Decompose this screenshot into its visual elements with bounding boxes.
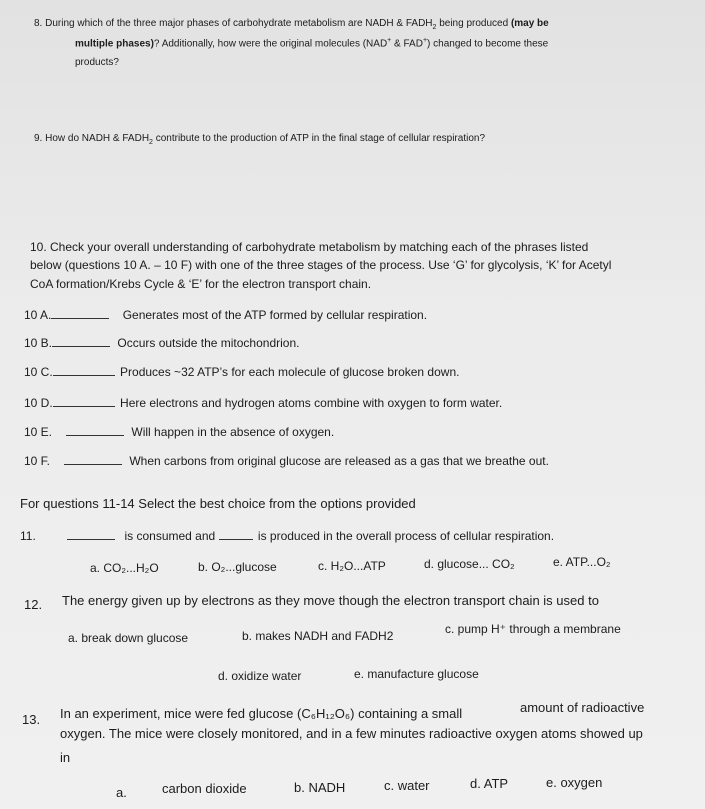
q11-number: 11. (20, 529, 36, 543)
q10f-answer-blank[interactable] (64, 452, 122, 465)
q11-row (20, 527, 554, 543)
q10f-row (24, 452, 549, 468)
q8-line2 (75, 37, 548, 49)
q11-option-a[interactable]: a. CO₂...H₂O (90, 561, 159, 575)
q12-option-a[interactable]: a. break down glucose (68, 631, 189, 645)
q10-instructions-line3: CoA formation/Krebs Cycle & ‘E’ for the electron transport chain. (30, 277, 372, 291)
q8-bold-b: multiple phases) (75, 38, 154, 50)
q10f-text: When carbons from original glucose are released as a gas that we breathe out. (129, 454, 549, 468)
q10e-answer-blank[interactable] (66, 423, 124, 436)
q11-14-intro: For questions 11-14 Select the best choice from the options provided (20, 496, 416, 511)
q10b-row (24, 334, 299, 350)
q10b-label: 10 B. (24, 336, 53, 350)
q13-number: 13. (22, 712, 41, 727)
q11-option-d[interactable]: d. glucose... CO₂ (424, 557, 515, 571)
q10e-label: 10 E. (24, 425, 53, 439)
q11-text-a: is consumed and (124, 529, 216, 543)
q13-line1b: amount of radioactive (520, 700, 645, 715)
q9-subscript: 2 (149, 139, 153, 146)
q10d-label: 10 D. (24, 396, 53, 410)
q12-option-b[interactable]: b. makes NADH and FADH2 (242, 629, 394, 643)
q10c-label: 10 C. (24, 365, 53, 379)
q13-line3: in (60, 750, 71, 765)
q10f-label: 10 F. (24, 454, 51, 468)
q10d-row (24, 394, 502, 410)
q12-text: The energy given up by electrons as they move though the electron transport chain is used to (62, 593, 599, 608)
q13-line1a: In an experiment, mice were fed glucose (C₆H₁₂O₆) containing a small (60, 706, 463, 721)
q11-option-c[interactable]: c. H₂O...ATP (318, 559, 386, 573)
q12-number: 12. (24, 597, 43, 612)
q13-option-c[interactable]: c. water (384, 778, 430, 793)
q11-text-b: is produced in the overall process of cellular respiration. (257, 529, 555, 543)
q13-option-b[interactable]: b. NADH (294, 780, 346, 795)
q11-answer-blank-2[interactable] (219, 527, 253, 540)
q12-option-d[interactable]: d. oxidize water (218, 669, 302, 683)
q13-option-e[interactable]: e. oxygen (546, 775, 603, 790)
q10b-answer-blank[interactable] (52, 334, 110, 347)
q13-option-a-letter[interactable]: a. (116, 785, 127, 800)
q12-option-e[interactable]: e. manufacture glucose (354, 667, 479, 681)
q13-option-a[interactable]: carbon dioxide (162, 781, 247, 796)
q12-option-c[interactable]: c. pump H⁺ through a membrane (445, 622, 621, 636)
q10a-row (24, 306, 427, 322)
q11-option-b[interactable]: b. O₂...glucose (198, 560, 277, 574)
q8-bold-a: (may be (510, 18, 549, 29)
q10b-text: Occurs outside the mitochondrion. (117, 336, 300, 350)
q8-text-a: 8. During which of the three major phases of carbohydrate metabolism are NADH & FADH (34, 18, 433, 29)
q8-text-b: being produced (436, 18, 511, 29)
q11-option-e[interactable]: e. ATP...O₂ (553, 555, 611, 569)
q8-subscript: 2 (432, 24, 437, 31)
q10e-text: Will happen in the absence of oxygen. (131, 425, 335, 439)
q8-text-c: ? Additionally, how were the original molecules (NAD (153, 38, 388, 50)
q10-instructions-line2: below (questions 10 A. – 10 F) with one of the three stages of the process. Use ‘G’ for glycolysis, ‘K’ for Acetyl (30, 258, 612, 272)
q10e-row (24, 423, 334, 439)
q8-sup-2: + (422, 37, 428, 44)
q8-sup-1: + (387, 37, 392, 44)
q10-instructions-line1: 10. Check your overall understanding of carbohydrate metabolism by matching each of the phrases listed (30, 240, 589, 254)
q13-option-d[interactable]: d. ATP (470, 776, 509, 791)
q8-text-e: ) changed to become these (427, 38, 549, 50)
q8-text-d: & FAD (391, 38, 423, 50)
q9-text-a: 9. How do NADH & FADH (34, 133, 150, 144)
q8-line3: products? (75, 57, 119, 68)
q10c-answer-blank[interactable] (53, 363, 115, 376)
q13-line2: oxygen. The mice were closely monitored, and in a few minutes radioactive oxygen atoms showed up (60, 726, 643, 741)
q10c-text: Produces ~32 ATP’s for each molecule of glucose broken down. (120, 365, 460, 379)
q10a-text: Generates most of the ATP formed by cellular respiration. (122, 308, 428, 322)
q11-answer-blank-1[interactable] (67, 527, 115, 540)
q10d-answer-blank[interactable] (53, 394, 115, 407)
q10c-row (24, 363, 459, 379)
q9-text-b: contribute to the production of ATP in the final stage of cellular respiration? (152, 133, 486, 144)
q10a-answer-blank[interactable] (51, 306, 109, 319)
q9-text (34, 133, 485, 146)
q10d-text: Here electrons and hydrogen atoms combine with oxygen to form water. (120, 396, 503, 410)
q10a-label: 10 A. (24, 308, 52, 322)
q8-line1 (34, 18, 549, 31)
